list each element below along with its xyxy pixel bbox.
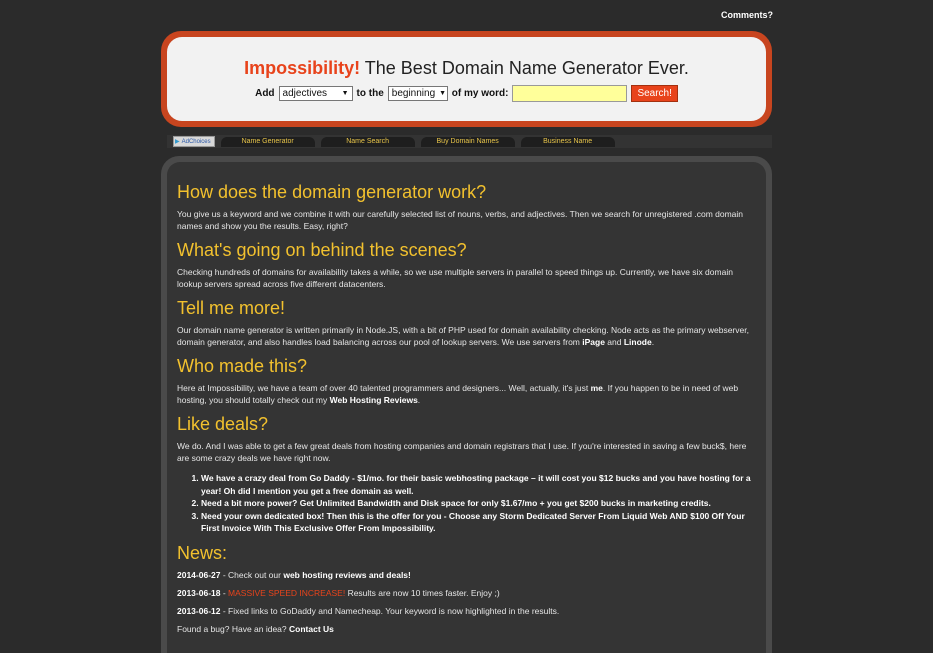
section-heading-who: Who made this?	[177, 356, 308, 376]
nav-tab-business-name[interactable]: Business Name	[521, 137, 615, 147]
deal-item-bandwidth[interactable]: 2. Need a bit more power? Get Unlimited Bandwidth and Disk space for only $1.67/mo + you get $200 bucks in marketing credits.	[201, 497, 756, 510]
nav-tab-name-generator[interactable]: Name Generator	[221, 137, 315, 147]
of-my-word-label: of my word:	[451, 88, 509, 99]
who-end: .	[417, 395, 421, 405]
news-item	[177, 587, 756, 599]
section-heading-more: Tell me more!	[177, 298, 286, 318]
news-date: 2014-06-27	[177, 569, 221, 580]
keyword-input[interactable]	[512, 85, 627, 102]
content-panel	[161, 156, 772, 653]
content-inner	[167, 162, 766, 653]
to-the-label: to the	[356, 88, 384, 99]
word-type-value: adjectives	[282, 88, 328, 99]
linode-link[interactable]: Linode	[623, 337, 652, 347]
brand-name: Impossibility!	[244, 58, 361, 78]
section-text-more	[177, 324, 756, 348]
dropdown-arrow-icon: ▼	[439, 90, 447, 97]
section-heading-deals: Like deals?	[177, 414, 269, 434]
who-text-1: Here at Impossibility, we have a team of over 40 talented programmers and designers... Well, actually, it's just	[177, 383, 591, 393]
section-heading-how: How does the domain generator work?	[177, 182, 487, 202]
search-button[interactable]: Search!	[631, 85, 677, 102]
nav-tab-name-search[interactable]: Name Search	[321, 137, 415, 147]
news-date: 2013-06-18	[177, 587, 221, 598]
deals-list	[177, 472, 756, 535]
dropdown-arrow-icon: ▼	[341, 90, 349, 97]
contact-us-link[interactable]: Contact Us	[289, 623, 334, 634]
contact-line	[177, 623, 756, 635]
who-text-2: . If you happen to be in need of web hosting, you should totally check out my	[177, 383, 739, 405]
site-tagline: The Best Domain Name Generator Ever.	[364, 58, 689, 78]
news-heading: News:	[177, 542, 228, 563]
news-text: - Check out our	[220, 569, 284, 580]
news-separator: -	[220, 587, 229, 598]
position-value: beginning	[391, 88, 436, 99]
news-text: - Fixed links to GoDaddy and Namecheap. Your keyword is now highlighted in the results.	[220, 605, 560, 616]
adchoices-label: AdChoices	[181, 138, 211, 145]
word-type-select[interactable]	[279, 86, 353, 101]
me-link[interactable]: me	[590, 383, 603, 393]
section-text-who	[177, 382, 756, 406]
news-highlight: MASSIVE SPEED INCREASE!	[228, 587, 346, 598]
header-inner	[167, 37, 766, 121]
position-select[interactable]	[388, 86, 448, 101]
news-item	[177, 605, 756, 617]
news-date: 2013-06-12	[177, 605, 221, 616]
adchoices-badge[interactable]	[173, 136, 215, 147]
adchoices-icon: ▶	[175, 139, 180, 145]
ipage-link[interactable]: iPage	[582, 337, 605, 347]
and-text: and	[604, 337, 624, 347]
section-heading-behind: What's going on behind the scenes?	[177, 240, 467, 260]
section-text-how: You give us a keyword and we combine it with our carefully selected list of nouns, verbs, and adjectives. Then we search for unregistered .com domain names and show you the results. Easy, right?	[177, 209, 744, 231]
more-text: Our domain name generator is written primarily in Node.JS, with a bit of PHP used for domain availability checking. Node acts as the primary webserver, domain generator, and also handles load balancing across our pool of lookup servers. We use servers from	[177, 325, 749, 347]
web-hosting-reviews-deals-link[interactable]: web hosting reviews and deals!	[283, 569, 411, 580]
nav-tab-buy-domain-names[interactable]: Buy Domain Names	[421, 137, 515, 147]
generator-form	[167, 85, 766, 102]
more-end: .	[651, 337, 655, 347]
contact-prompt: Found a bug? Have an idea?	[177, 623, 290, 634]
deal-item-godaddy[interactable]: 1. We have a crazy deal from Go Daddy - $1/mo. for their basic webhosting package – it will cost you $12 bucks and you have hosting for a year! Oh did I mention you get a free domain as well.	[201, 472, 756, 497]
site-title	[167, 57, 766, 79]
header-panel	[161, 31, 772, 127]
comments-link[interactable]: Comments?	[721, 10, 774, 20]
section-text-deals: We do. And I was able to get a few great deals from hosting companies and domain registrars that I use. If you're interested in saving a few buck$, here are some crazy deals we have right now.	[177, 441, 747, 463]
news-text: Results are now 10 times faster. Enjoy ;)	[345, 587, 500, 598]
deal-item-liquid-web[interactable]: 3. Need your own dedicated box! Then this is the offer for you - Choose any Storm Dedicated Server From Liquid Web AND $100 Off Your First Invoice With This Exclusive Offer From Impossibility.	[201, 510, 756, 535]
nav-bar	[167, 135, 772, 148]
web-hosting-reviews-link[interactable]: Web Hosting Reviews	[329, 395, 418, 405]
section-text-behind: Checking hundreds of domains for availability takes a while, so we use multiple servers in parallel to speed things up. Currently, we have six domain lookup servers spread across five different datacenters.	[177, 267, 733, 289]
add-label: Add	[255, 88, 275, 99]
news-item	[177, 569, 756, 581]
